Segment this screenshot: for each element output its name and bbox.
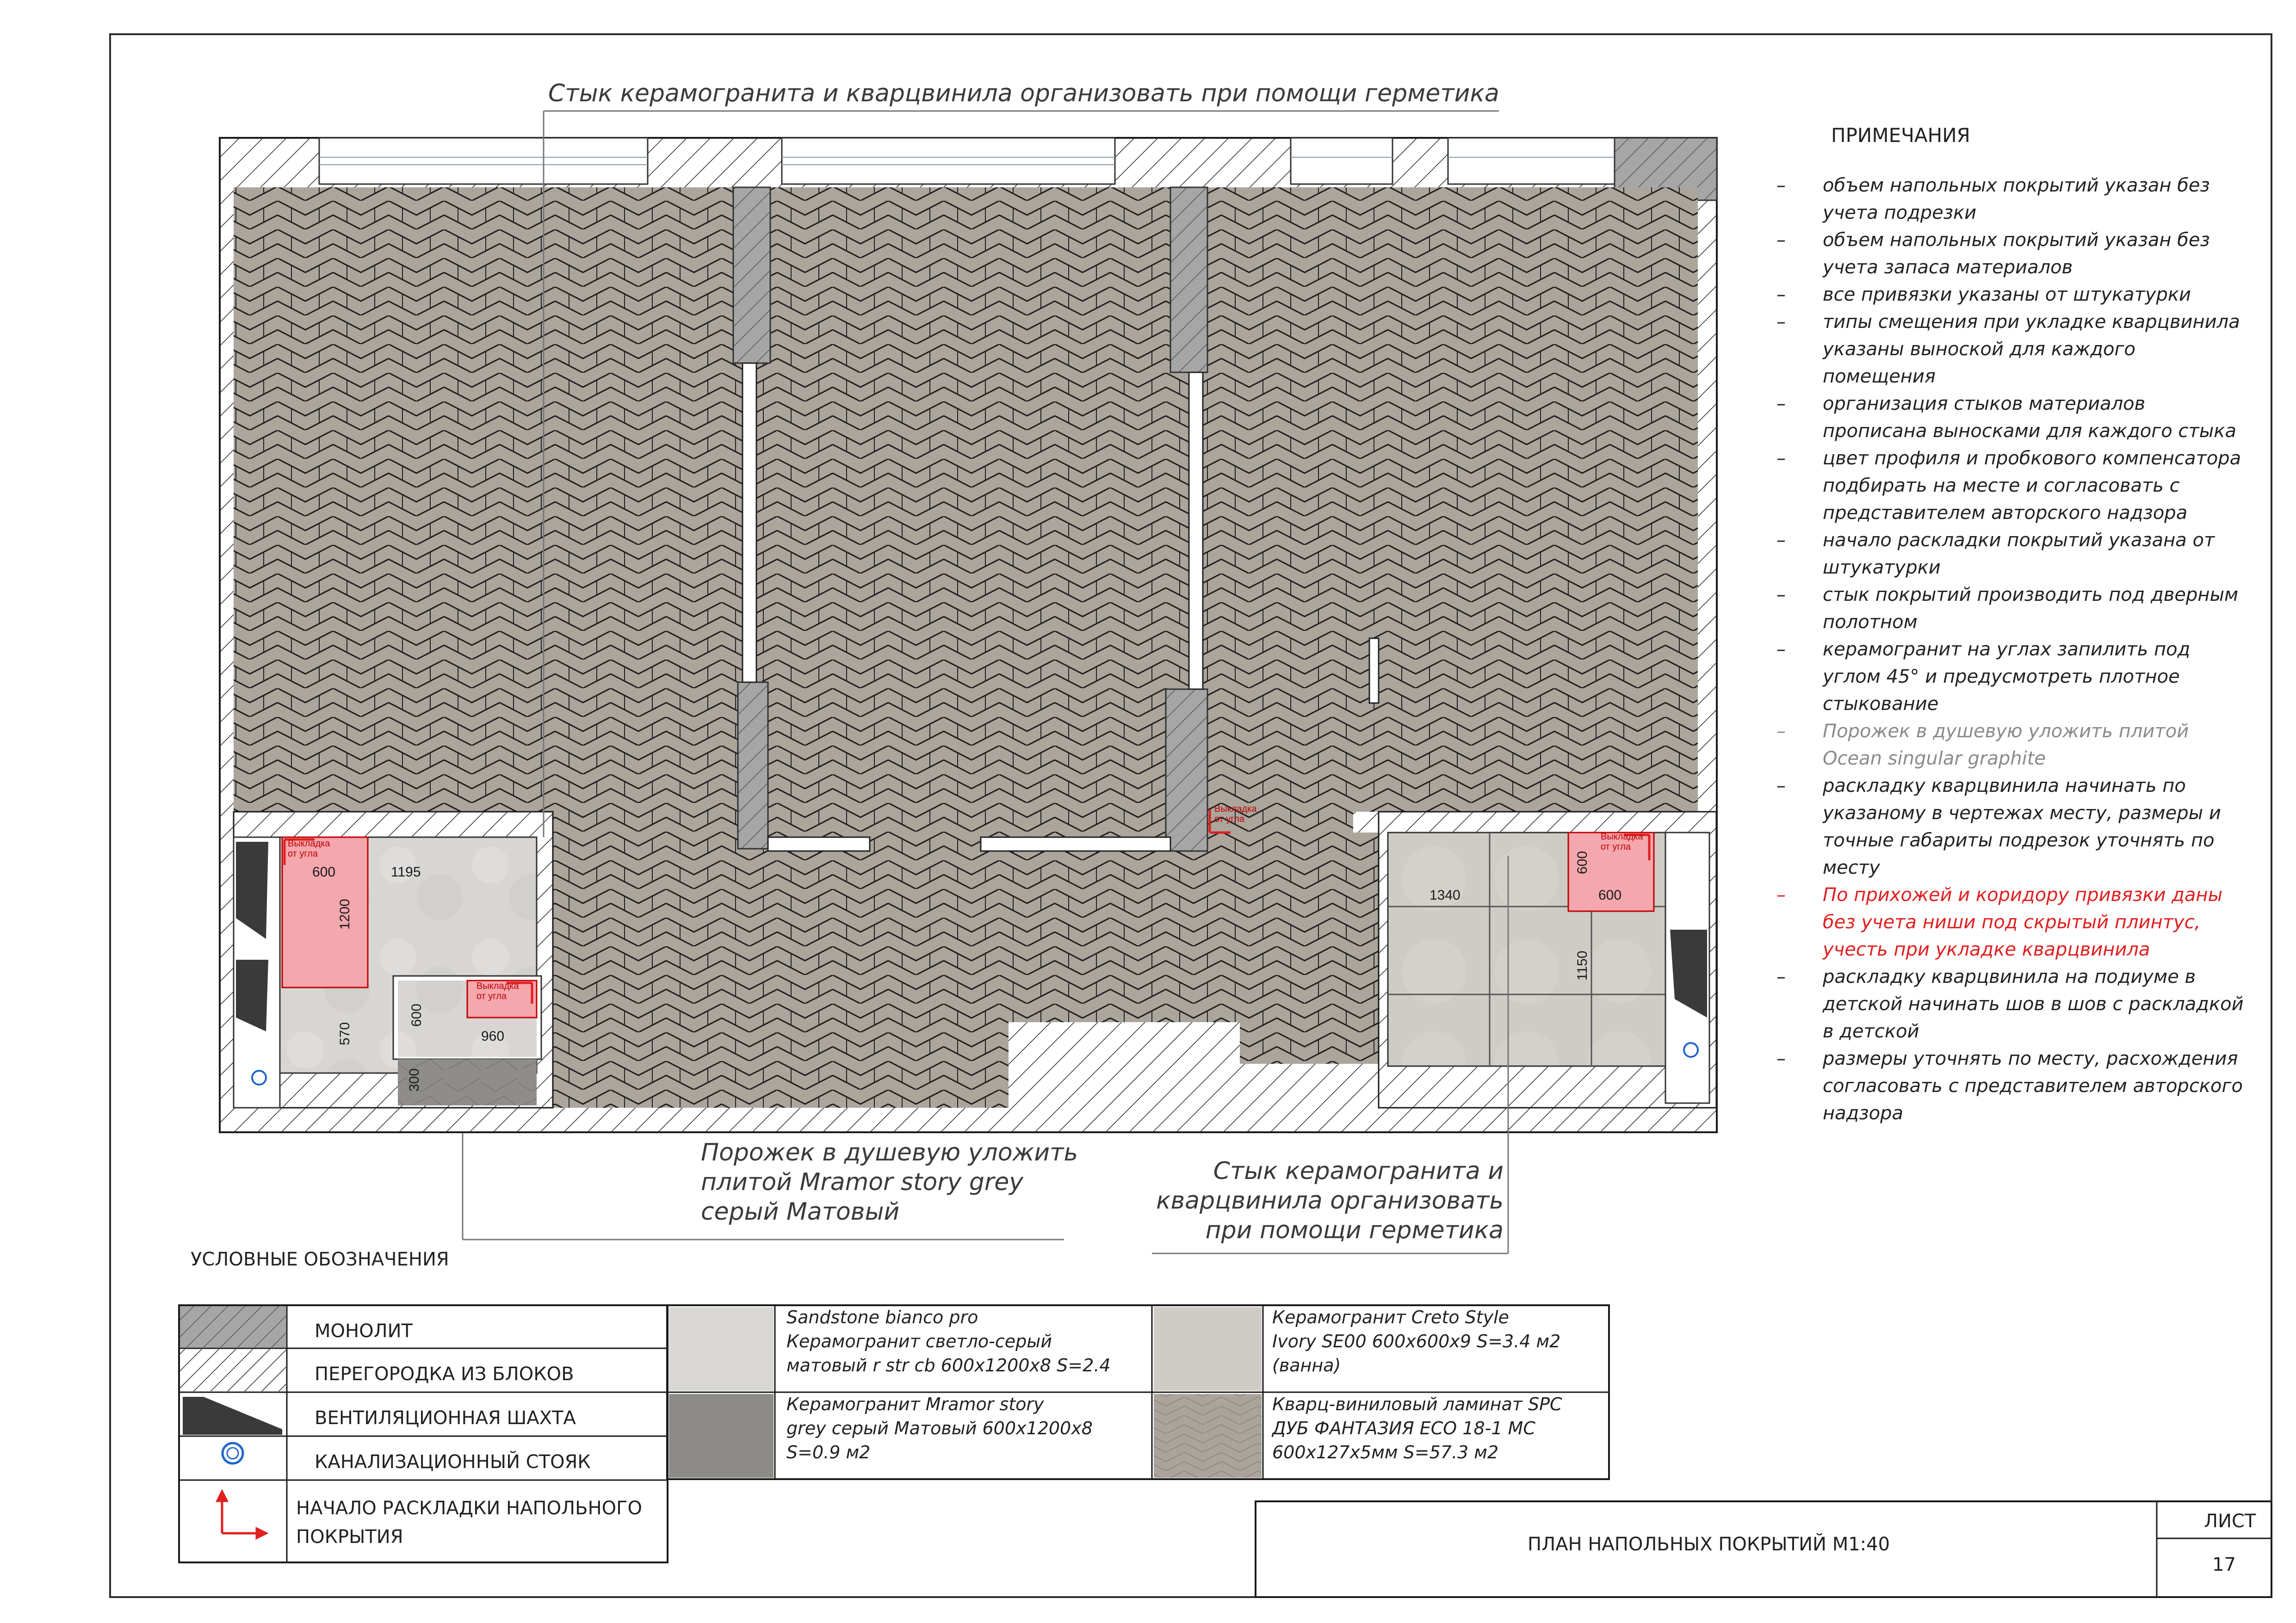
dim-600-small: 600: [409, 1003, 424, 1027]
note-item: – Порожек в душевую уложить плитой Ocean singular graphite: [1776, 721, 2189, 769]
swatch-mramor: [669, 1394, 774, 1478]
note-item: – керамогранит на углах запилить под углом 45° и предусмотреть плотное стыкование: [1776, 639, 2191, 715]
sheet-label: ЛИСТ: [2204, 1511, 2256, 1532]
layout-start-arrow-icon: [217, 1492, 266, 1538]
right-bathroom: [1379, 812, 1716, 1108]
legend-material-mramor: Керамогранит Mramor story grey серый Матовый 600x1200x8 S=0.9 м2: [786, 1394, 1093, 1463]
left-bathroom: [234, 812, 553, 1108]
sheet-number: 17: [2212, 1554, 2236, 1575]
note-item: – раскладку кварцвинила начинать по указаному в чертежах месту, размеры и точные габариты подрезок уточнять по месту: [1776, 775, 2221, 878]
note-item: – организация стыков материалов прописана выносками для каждого стыка: [1776, 393, 2236, 442]
vent-shaft-icon: [183, 1397, 282, 1435]
note-item: – типы смещения при укладке кварцвинила указаны выноской для каждого помещения: [1776, 311, 2240, 387]
swatch-sandstone: [669, 1307, 774, 1391]
legend-material-creto: Керамогранит Creto Style Ivory SE00 600x600x9 S=3.4 м2 (ванна): [1272, 1307, 1561, 1376]
note-item: – раскладку кварцвинила на подиуме в детской начинать шов в шов с раскладкой в детской: [1776, 966, 2244, 1042]
note-item: – размеры уточнять по месту, расхождения согласовать с представителем авторского надзора: [1776, 1048, 2243, 1124]
note-item: – цвет профиля и пробкового компенсатора подбирать на месте и согласовать с представителем авторского надзора: [1776, 448, 2241, 524]
swatch-creto: [1154, 1307, 1262, 1391]
legend-block-label: ПЕРЕГОРОДКА ИЗ БЛОКОВ: [315, 1364, 574, 1385]
note-item: – объем напольных покрытий указан без учета подрезки: [1776, 175, 2210, 223]
dim-570: 570: [337, 1022, 353, 1045]
sewer-riser-icon: [223, 1443, 243, 1463]
legend-layout-start-label: НАЧАЛО РАСКЛАДКИ НАПОЛЬНОГО ПОКРЫТИЯ: [296, 1498, 643, 1548]
layout-label-3: Выкладка от угла: [1214, 804, 1257, 824]
notes-title: ПРИМЕЧАНИЯ: [1831, 124, 1970, 147]
dim-600-left: 600: [312, 864, 336, 880]
legend-title: УСЛОВНЫЕ ОБОЗНАЧЕНИЯ: [191, 1249, 449, 1270]
notes-list: [1776, 172, 2244, 1127]
note-item: – объем напольных покрытий указан без учета запаса материалов: [1776, 229, 2210, 278]
dim-1340: 1340: [1430, 888, 1461, 903]
note-item: – По прихожей и коридору привязки даны без учета ниши под скрытый плинтус, учесть при укладке кварцвинила: [1776, 884, 2223, 960]
note-item: – начало раскладки покрытий указана от штукатурки: [1776, 530, 2215, 578]
legend-sewer-label: КАНАЛИЗАЦИОННЫЙ СТОЯК: [315, 1451, 591, 1473]
callout-bottom-joint: Стык керамогранита и кварцвинила организовать при помощи герметика: [1156, 1157, 1504, 1244]
callout-shower-threshold: Порожек в душевую уложить плитой Mramor story grey серый Матовый: [701, 1139, 1078, 1226]
layout-label-1: Выкладка от угла: [288, 839, 330, 859]
drawing-title: ПЛАН НАПОЛЬНЫХ ПОКРЫТИЙ М1:40: [1528, 1534, 1890, 1555]
dim-960: 960: [481, 1029, 505, 1044]
monolith-hatch-icon: [180, 1306, 286, 1347]
title-block: [1255, 1500, 2272, 1598]
legend-vent-label: ВЕНТИЛЯЦИОННАЯ ШАХТА: [315, 1407, 576, 1429]
dim-1195: 1195: [391, 864, 421, 880]
swatch-vinyl: [1154, 1394, 1262, 1478]
callout-top-joint: Стык керамогранита и кварцвинила организовать при помощи герметика: [548, 80, 1499, 107]
dim-600-right-v: 600: [1575, 851, 1590, 874]
layout-label-4: Выкладка от угла: [1601, 832, 1643, 852]
legend-material-vinyl: Кварц-виниловый ламинат SPC ДУБ ФАНТАЗИЯ ECO 18-1 MC 600x127x5мм S=57.3 м2: [1272, 1394, 1562, 1463]
vinyl-floor: [234, 187, 1698, 812]
dim-600-right-h: 600: [1598, 888, 1622, 903]
block-hatch-icon: [180, 1349, 286, 1391]
note-item: – стык покрытий производить под дверным полотном: [1776, 584, 2239, 633]
layout-label-2: Выкладка от угла: [477, 981, 519, 1001]
dim-1150: 1150: [1575, 950, 1590, 981]
dim-300: 300: [407, 1068, 422, 1092]
legend-monolith-label: МОНОЛИТ: [315, 1321, 413, 1342]
dim-1200: 1200: [337, 899, 353, 930]
legend-material-sandstone: Sandstone bianco pro Керамогранит светло-серый матовый r str cb 600x1200x8 S=2.4: [786, 1307, 1111, 1376]
note-item: – все привязки указаны от штукатурки: [1776, 284, 2191, 305]
